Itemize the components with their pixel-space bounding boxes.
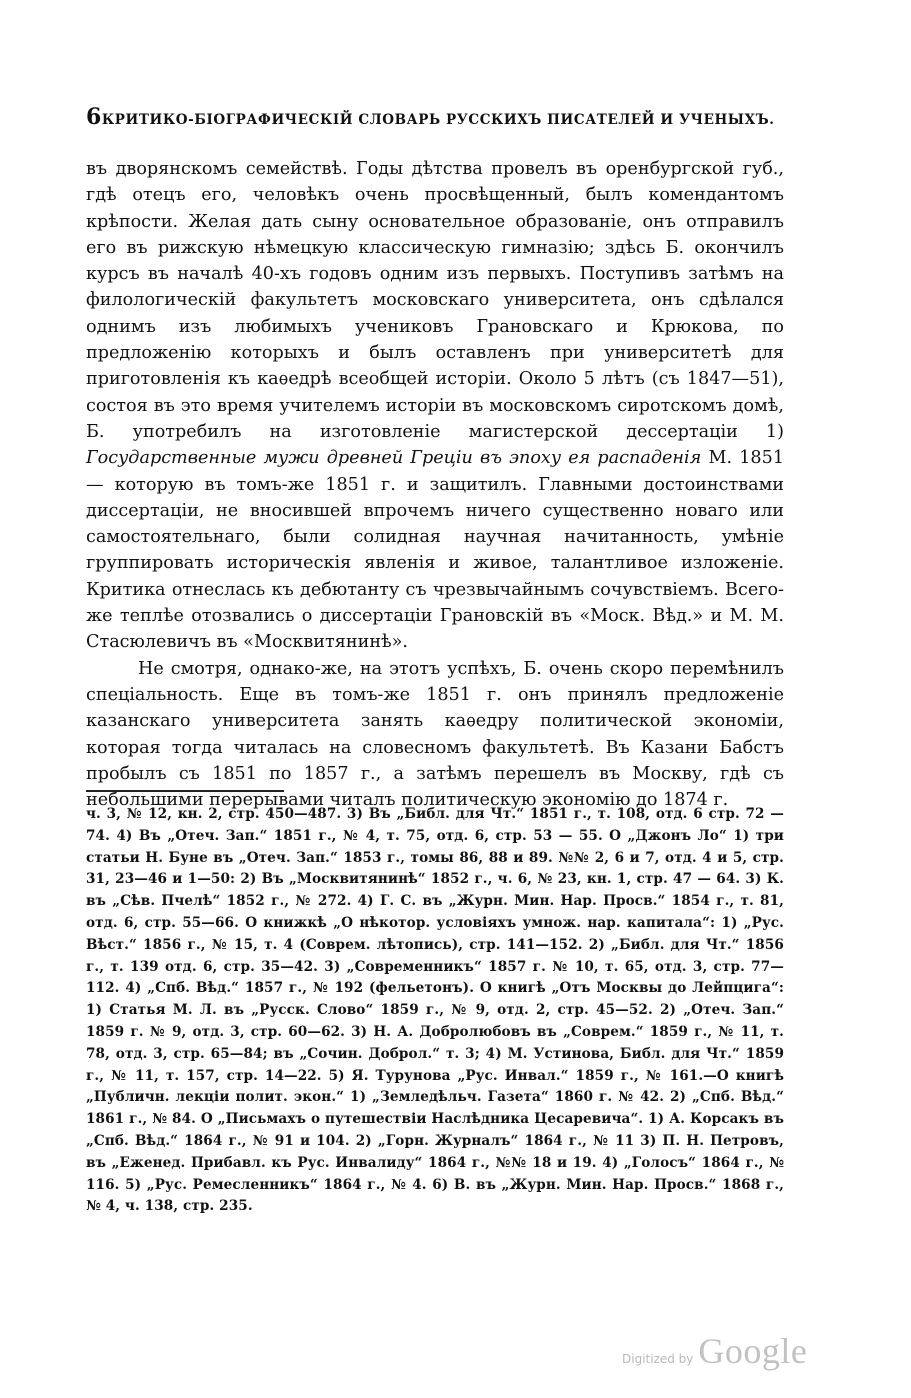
watermark-prefix: Digitized by bbox=[622, 1352, 694, 1366]
page-header bbox=[86, 104, 775, 130]
digitized-watermark bbox=[622, 1330, 807, 1372]
paragraph-1-part-a: въ дворянскомъ семействѣ. Годы дѣтства провелъ въ оренбургской губ., гдѣ отецъ его, человѣкъ очень просвѣщенный, былъ комендантомъ крѣпости. Желая дать сыну основательное образованіе, онъ отправилъ его въ рижскую нѣмецкую классическую гимназію; здѣсь Б. окончилъ курсъ въ началѣ 40-хъ годовъ одним изъ первыхъ. Поступивъ затѣмъ на филологическій факультетъ московскаго университета, онъ сдѣлался однимъ изъ любимыхъ учениковъ Грановскаго и Крюкова, по предложенію которыхъ и былъ оставленъ при университетѣ для приготовленія къ каѳедрѣ всеобщей исторіи. Около 5 лѣтъ (съ 1847—51), состоя въ это время учителемъ исторіи въ московскомъ сиротскомъ домѣ, Б. употребилъ на изготовленіе магистерской дессертаціи 1) bbox=[86, 159, 784, 442]
running-title: КРИТИКО-БІОГРАФИЧЕСКІЙ СЛОВАРЬ РУССКИХЪ ПИСАТЕЛЕЙ И УЧЕНЫХЪ. bbox=[101, 112, 775, 128]
paragraph-1-part-b: М. 1851 — которую въ томъ-же 1851 г. и защитилъ. Главными достоинствами диссертаціи, не вносившей впрочемъ ничего существенно новаго или самостоятельнаго, были солидная научная начитанность, умѣніе группировать историческія явленія и живое, талантливое изложеніе. Критика отнеслась къ дебютанту съ чрезвычайнымъ сочувствіемъ. Всего-же теплѣе отозвались о диссертаціи Грановскій въ «Моск. Вѣд.» и М. М. Стасюлевичъ въ «Москвитянинѣ». bbox=[86, 448, 785, 653]
footnotes bbox=[86, 804, 784, 1218]
google-logo: Google bbox=[698, 1331, 808, 1371]
footnote-divider bbox=[86, 790, 284, 792]
paragraph-1 bbox=[86, 156, 784, 656]
main-text bbox=[86, 156, 784, 813]
paragraph-2: Не смотря, однако-же, на этотъ успѣхъ, Б. очень скоро перемѣнилъ спеціальность. Еще въ томъ-же 1851 г. онъ принялъ предложеніе казанскаго университета занять каѳедру политической экономіи, которая тогда читалась на словесномъ факультетѣ. Въ Казани Бабстъ пробылъ съ 1851 по 1857 г., а затѣмъ перешелъ въ Москву, гдѣ съ небольшими перерывами читалъ политическую экономію до 1874 г. bbox=[86, 658, 784, 811]
footnote-text: ч. 3, № 12, кн. 2, стр. 450—487. 3) Въ „Библ. для Чт.“ 1851 г., т. 108, отд. 6 стр. 72 — 74. 4) Въ „Отеч. Зап.“ 1851 г., № 4, т. 75, отд. 6, стр. 53 — 55. О „Джонъ Ло“ 1) три статьи Н. Буне въ „Отеч. Зап.“ 1853 г., томы 86, 88 и 89. №№ 2, 6 и 7, отд. 4 и 5, стр. 31, 23—46 и 1—50: 2) Въ „Москвитянинѣ“ 1852 г., ч. 6, № 23, кн. 1, стр. 47 — 64. 3) К. въ „Сѣв. Пчелѣ“ 1852 г., № 272. 4) Г. С. въ „Журн. Мин. Нар. Просв.“ 1854 г., т. 81, отд. 6, стр. 55—66. О книжкѣ „О нѣкотор. условіяхъ умнож. нар. капитала“: 1) „Рус. Вѣст.“ 1856 г., № 15, т. 4 (Соврем. лѣтопись), стр. 141—152. 2) „Библ. для Чт.“ 1856 г., т. 139 отд. 6, стр. 35—42. 3) „Современникъ“ 1857 г. № 10, т. 65, отд. 3, стр. 77—112. 4) „Спб. Вѣд.“ 1857 г., № 192 (фельетонъ). О книгѣ „Отъ Москвы до Лейпцига“: 1) Статья М. Л. въ „Русск. Слово“ 1859 г., № 9, отд. 2, стр. 45—52. 2) „Отеч. Зап.“ 1859 г. № 9, отд. 3, стр. 60—62. 3) Н. А. Добролюбовъ въ „Соврем.“ 1859 г., № 11, т. 78, отд. 3, стр. 65—84; въ „Сочин. Доброл.“ т. 3; 4) М. Устинова, Библ. для Чт.“ 1859 г., № 11, т. 157, стр. 14—22. 5) Я. Турунова „Рус. Инвал.“ 1859 г., № 161.—О книгѣ „Публичн. лекціи полит. экон.“ 1) „Земледѣльч. Газета“ 1860 г. № 42. 2) „Спб. Вѣд.“ 1861 г., № 84. О „Письмахъ о путешествіи Наслѣдника Цесаревича“. 1) А. Корсакъ въ „Спб. Вѣд.“ 1864 г., № 91 и 104. 2) „Горн. Журналъ“ 1864 г., № 11 3) П. Н. Петровъ, въ „Еженед. Прибавл. къ Рус. Инвалиду“ 1864 г., №№ 18 и 19. 4) „Голосъ“ 1864 г., № 116. 5) „Рус. Ремесленникъ“ 1864 г., № 4. 6) В. въ „Журн. Мин. Нар. Просв.“ 1868 г., № 4, ч. 138, стр. 235. bbox=[86, 806, 784, 1215]
page-number: 6 bbox=[86, 104, 102, 130]
dissertation-title: Государственные мужи древней Греціи въ эпоху ея распаденія bbox=[86, 448, 702, 469]
